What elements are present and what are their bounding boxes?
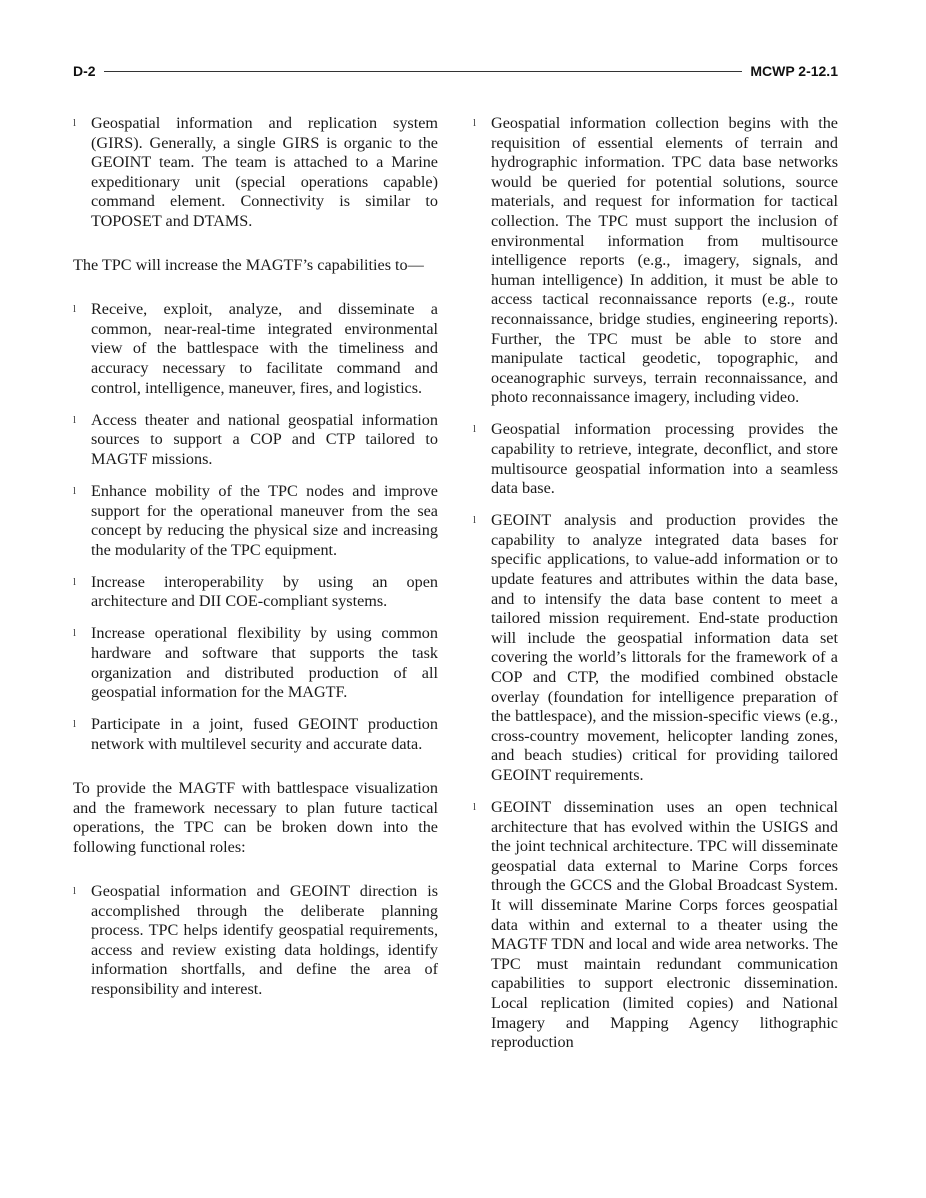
bullet-text: Geospatial information processing provides the capability to retrieve, integrate, deconflict, and store multisource geospatial information into a seamless data base. bbox=[491, 420, 838, 498]
right-column bbox=[473, 114, 838, 1065]
bullet-text: GEOINT analysis and production provides the capability to analyze integrated data bases for specific applications, to value-add information or to update features and attributes within the data base, and to intensify the data base content to meet a tailored mission requirement. End-state production will include the geospatial information data set covering the world’s littorals for the framework of a COP and CTP, the modified combined obstacle overlay (foundation for intelligence preparation of the battlespace), and the mission-specific views (e.g., cross-country movement, helicopter landing zones, and beach studies) critical for providing tailored GEOINT requirements. bbox=[491, 511, 838, 784]
bullet-text: Geospatial information collection begins with the requisition of essential elements of terrain and hydrographic information. TPC data base networks would be queried for potential solutions, source materials, and request for information for tactical collection. The TPC must support the inclusion of environmental information from multisource intelligence reports (e.g., imagery, signals, and human intelligence) In addition, it must be able to access tactical reconnaissance reports (e.g., route reconnaissance, bridge studies, engineering reports). Further, the TPC must be able to store and manipulate tactical geodetic, topographic, and oceanographic surveys, terrain reconnaissance, and photo reconnaissance imagery, including video. bbox=[491, 114, 838, 407]
page-number: D-2 bbox=[73, 63, 96, 79]
bullet-icon: l bbox=[73, 575, 77, 588]
left-column bbox=[73, 114, 438, 1012]
bullet-icon: l bbox=[73, 303, 77, 316]
capability-item bbox=[73, 300, 438, 398]
capability-item bbox=[73, 624, 438, 702]
capability-item bbox=[73, 411, 438, 470]
bullet-item-girs bbox=[73, 114, 438, 232]
bullet-text: Enhance mobility of the TPC nodes and improve support for the operational maneuver from the sea concept by reducing the physical size and increasing the modularity of the TPC equipment. bbox=[91, 481, 438, 559]
running-header bbox=[73, 60, 838, 82]
bullet-text: Geospatial information and GEOINT direction is accomplished through the deliberate planning process. TPC helps identify geospatial requirements, access and review existing data holdings, identify information shortfalls, and define the area of responsibility and interest. bbox=[91, 881, 438, 998]
bullet-icon: l bbox=[473, 117, 477, 129]
role-item-analysis bbox=[473, 511, 838, 785]
bullet-text: Access theater and national geospatial information sources to support a COP and CTP tailored to MAGTF missions. bbox=[91, 410, 438, 468]
capability-item bbox=[73, 482, 438, 560]
publication-id: MCWP 2-12.1 bbox=[750, 63, 838, 79]
role-item-processing bbox=[473, 420, 838, 498]
bullet-icon: l bbox=[473, 514, 477, 527]
role-item-collection bbox=[473, 114, 838, 408]
header-rule bbox=[104, 71, 743, 72]
intro-capabilities: The TPC will increase the MAGTF’s capabilities to— bbox=[73, 256, 424, 275]
bullet-icon: l bbox=[73, 627, 77, 640]
capability-item bbox=[73, 573, 438, 612]
bullet-text: Participate in a joint, fused GEOINT production network with multilevel security and accurate data. bbox=[91, 715, 438, 753]
bullet-text: Increase interoperability by using an open architecture and DII COE-compliant systems. bbox=[91, 572, 438, 611]
bullet-icon: l bbox=[73, 413, 77, 426]
bullet-text: Increase operational flexibility by using common hardware and software that supports the task organization and distributed production of all geospatial information for the MAGTF. bbox=[91, 624, 438, 702]
bullet-icon: l bbox=[73, 484, 77, 497]
bullet-icon: l bbox=[73, 117, 77, 129]
role-item-dissemination bbox=[473, 798, 838, 1053]
bullet-text: Geospatial information and replication system (GIRS). Generally, a single GIRS is organic to the GEOINT team. The team is attached to a Marine expeditionary unit (special operations capable) command element. Connectivity is similar to TOPOSET and DTAMS. bbox=[91, 114, 438, 230]
bullet-icon: l bbox=[73, 718, 77, 731]
bullet-icon: l bbox=[73, 884, 77, 897]
intro-roles: To provide the MAGTF with battlespace visualization and the framework necessary to plan future tactical operations, the TPC can be broken down into the following functional roles: bbox=[73, 779, 438, 856]
bullet-text: Receive, exploit, analyze, and disseminate a common, near-real-time integrated environmental view of the battlespace with the timeliness and accuracy necessary to facilitate command and control, intelligence, maneuver, fires, and logistics. bbox=[91, 300, 438, 397]
capability-item bbox=[73, 715, 438, 754]
bullet-icon: l bbox=[473, 801, 477, 814]
bullet-text: GEOINT dissemination uses an open technical architecture that has evolved within the USIGS and the joint technical architecture. TPC will disseminate geospatial data external to Marine Corps forces through the GCCS and the Global Broadcast System. It will disseminate Marine Corps forces geospatial data within and external to a theater using the MAGTF TDN and local and wide area networks. The TPC must maintain redundant communication capabilities to support electronic dissemination. Local replication (limited copies) and National Imagery and Mapping Agency lithographic reproduction bbox=[491, 798, 838, 1052]
bullet-icon: l bbox=[473, 423, 477, 436]
role-item-direction bbox=[73, 882, 438, 1000]
